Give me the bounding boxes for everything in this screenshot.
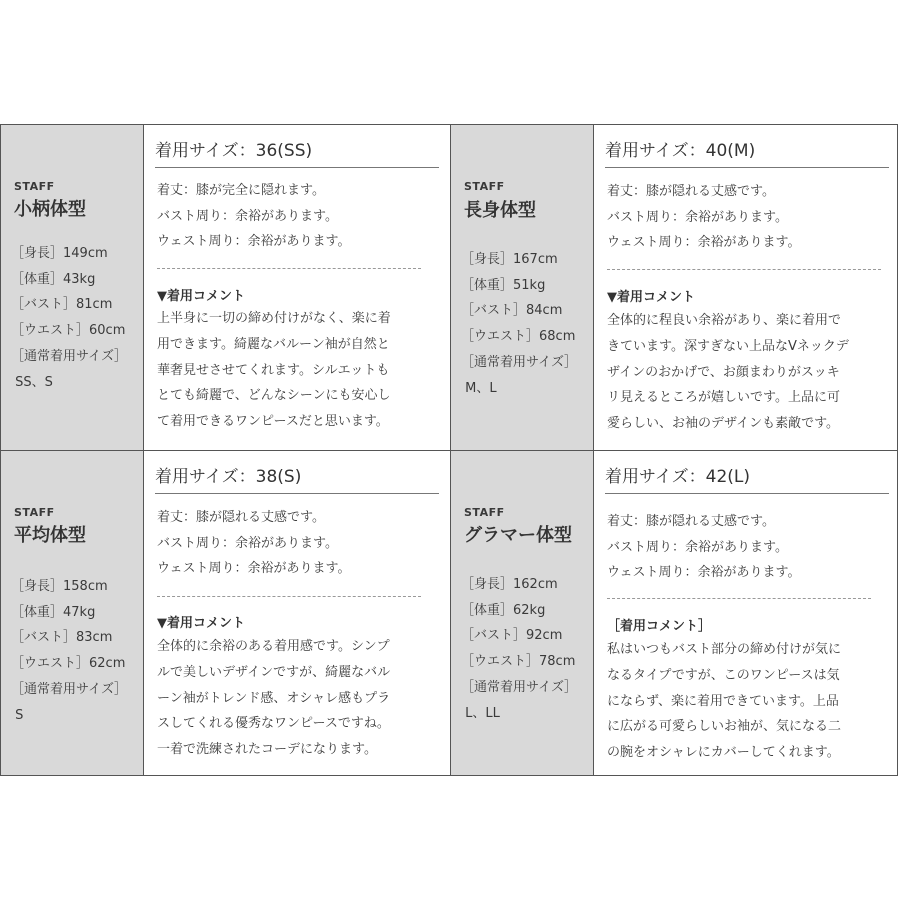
size-underline — [605, 493, 889, 494]
worn-size: 着用サイズ：40(M) — [605, 141, 756, 161]
staff-label: STAFF — [14, 180, 55, 193]
fit-detail-panel — [594, 125, 897, 450]
dashed-divider — [607, 598, 871, 599]
staff-profile-panel — [451, 451, 594, 775]
staff-stats: ［身長］162cm ［体重］62kg ［バスト］92cm ［ウエスト］78cm ［通常着用サイズ］ L、LL — [461, 577, 577, 721]
staff-size-grid — [0, 124, 898, 776]
comment-title: ［着用コメント］ — [607, 619, 712, 634]
comment-text: 全体的に程良い余裕があり、楽に着用で きています。深すぎない上品なVネックデ ザインのおかげで、お顔まわりがスッキ リ見えるところが嬉しいです。上品に可 愛らしい、お袖のデザインも素敵です。 — [607, 313, 849, 432]
comment-title: ▼着用コメント — [157, 616, 245, 631]
staff-stats: ［身長］158cm ［体重］47kg ［バスト］83cm ［ウエスト］62cm ［通常着用サイズ］ S — [11, 579, 127, 723]
comment-title: ▼着用コメント — [607, 290, 695, 305]
fit-specs: 着丈：膝が隠れる丈感です。 バスト周り：余裕があります。 ウェスト周り：余裕があります。 — [607, 514, 801, 581]
comment-title: ▼着用コメント — [157, 289, 245, 304]
dashed-divider — [157, 268, 421, 269]
staff-label: STAFF — [464, 506, 505, 519]
worn-size: 着用サイズ：38(S) — [155, 467, 302, 487]
staff-stats: ［身長］167cm ［体重］51kg ［バスト］84cm ［ウエスト］68cm ［通常着用サイズ］ M、L — [461, 252, 577, 396]
comment-text: 私はいつもバスト部分の締め付けが気に なるタイプですが、このワンピースは気 にならず、楽に着用できています。上品 に広がる可愛らしいお袖が、気になる二 の腕をオシャレにカバーしてくれます。 — [607, 642, 842, 761]
body-type-title: 小柄体型 — [14, 199, 86, 220]
dashed-divider — [157, 596, 421, 597]
size-underline — [605, 167, 889, 168]
body-type-title: グラマー体型 — [464, 525, 572, 546]
dashed-divider — [607, 269, 881, 270]
staff-profile-panel — [1, 451, 144, 775]
fit-specs: 着丈：膝が隠れる丈感です。 バスト周り：余裕があります。 ウェスト周り：余裕があります。 — [157, 510, 351, 577]
worn-size: 着用サイズ：36(SS) — [155, 141, 313, 161]
staff-stats: ［身長］149cm ［体重］43kg ［バスト］81cm ［ウエスト］60cm ［通常着用サイズ］ SS、S — [11, 246, 127, 390]
fit-specs: 着丈：膝が隠れる丈感です。 バスト周り：余裕があります。 ウェスト周り：余裕があります。 — [607, 184, 801, 251]
staff-profile-panel — [451, 125, 594, 450]
staff-label: STAFF — [14, 506, 55, 519]
fit-detail-panel — [144, 451, 451, 775]
size-underline — [155, 167, 439, 168]
comment-text: 上半身に一切の締め付けがなく、楽に着 用できます。綺麗なバルーン袖が自然と 華奢見せさせてくれます。シルエットも とても綺麗で、どんなシーンにも安心し て着用できるワンピースだと思います。 — [157, 311, 391, 430]
fit-detail-panel — [144, 125, 451, 450]
fit-specs: 着丈：膝が完全に隠れます。 バスト周り：余裕があります。 ウェスト周り：余裕があります。 — [157, 183, 351, 250]
staff-profile-panel — [1, 125, 144, 450]
worn-size: 着用サイズ：42(L) — [605, 467, 751, 487]
grid-divider-horizontal — [1, 450, 897, 451]
fit-detail-panel — [594, 451, 897, 775]
staff-label: STAFF — [464, 180, 505, 193]
body-type-title: 長身体型 — [464, 200, 536, 221]
size-underline — [155, 493, 439, 494]
comment-text: 全体的に余裕のある着用感です。シンプ ルで美しいデザインですが、綺麗なバル ーン袖がトレンド感、オシャレ感もプラ スしてくれる優秀なワンピースですね。 一着で洗練されたコーデになります。 — [157, 639, 391, 758]
body-type-title: 平均体型 — [14, 525, 86, 546]
